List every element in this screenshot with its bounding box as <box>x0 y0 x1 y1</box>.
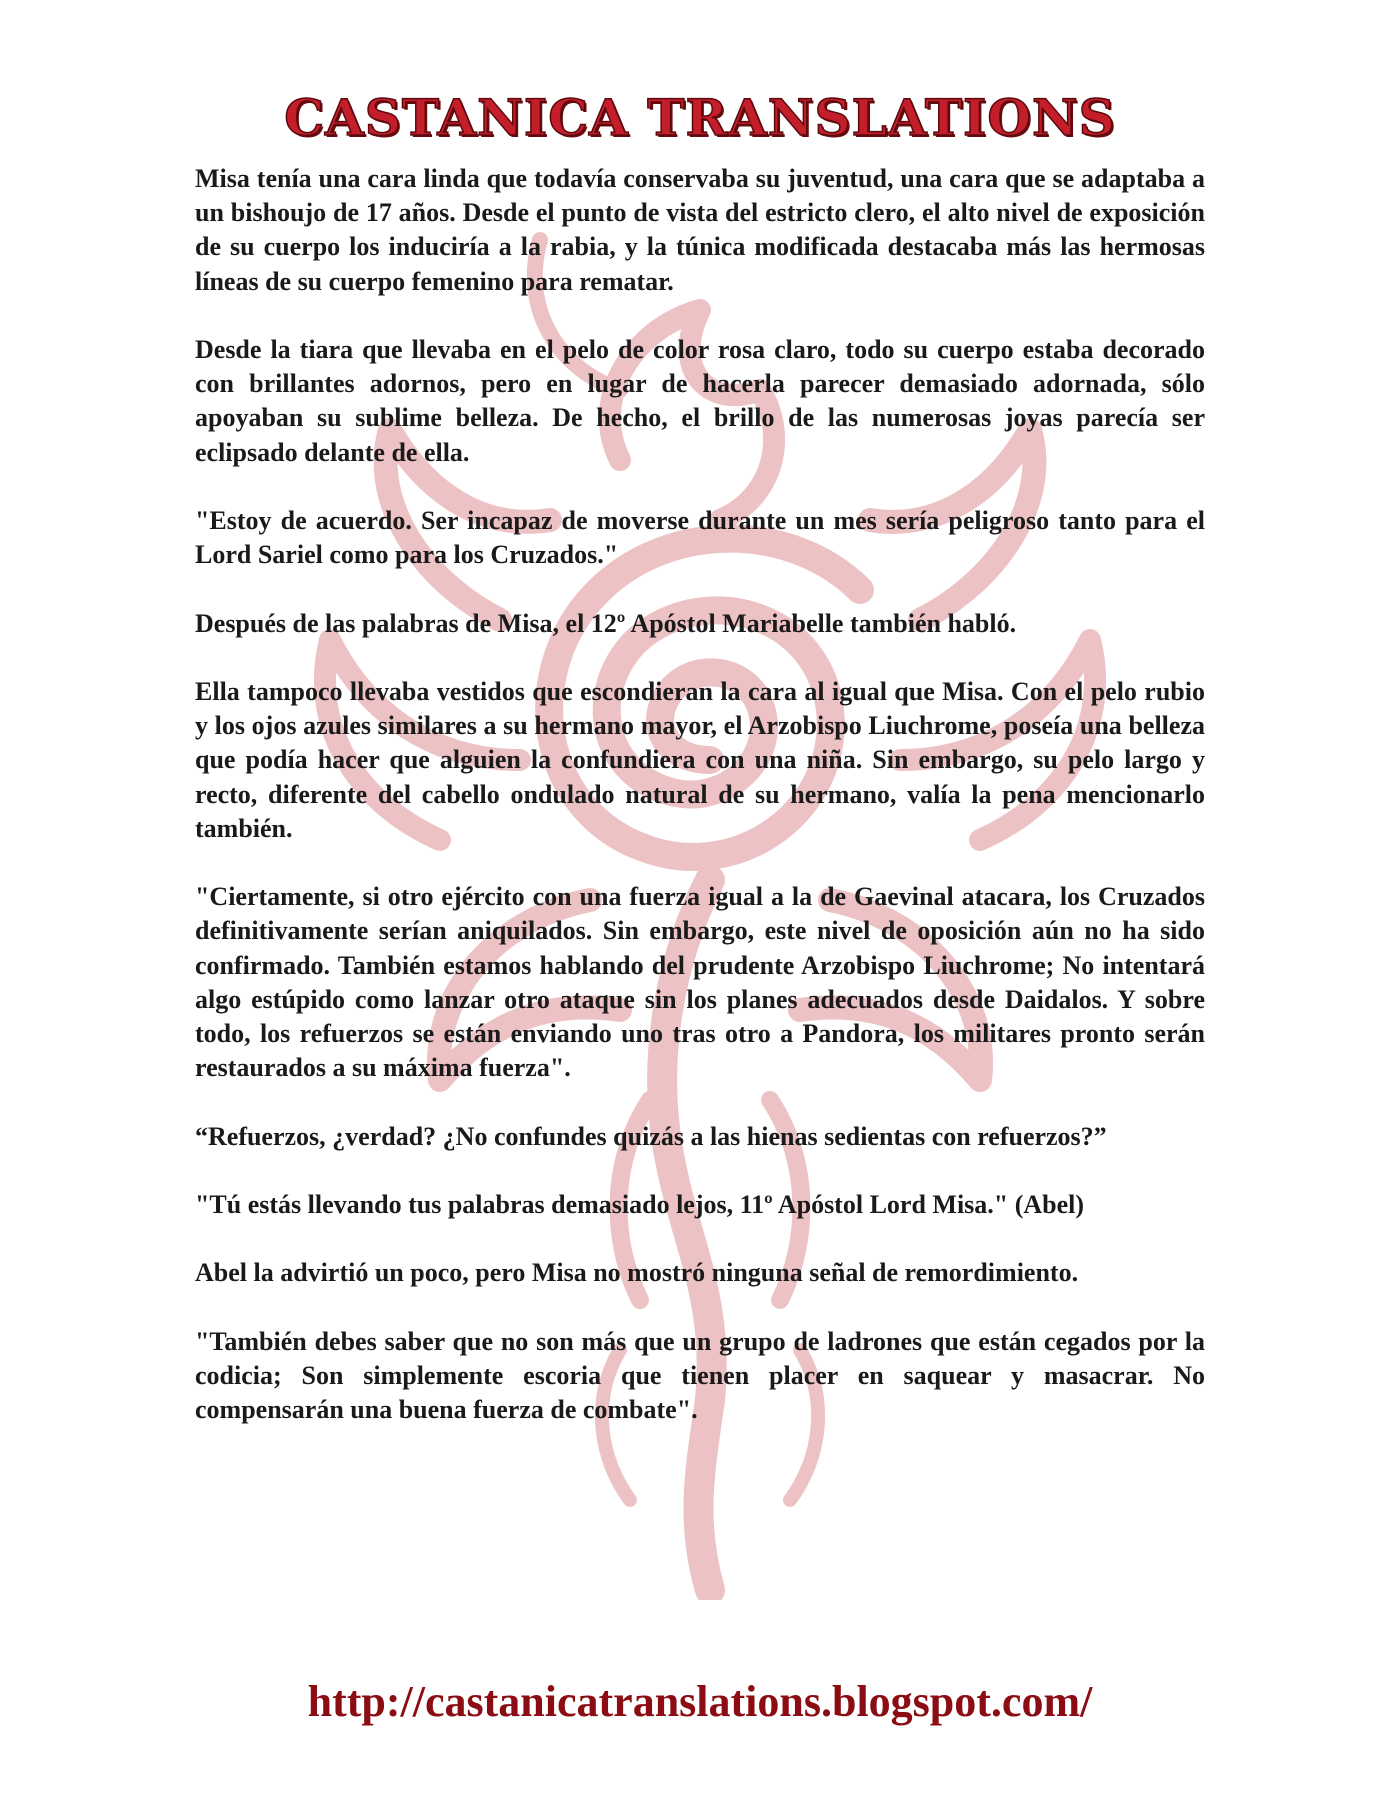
paragraph: Misa tenía una cara linda que todavía conservaba su juventud, una cara que se adaptaba a un bishoujo de 17 años. Desde el punto de vista del estricto clero, el alto nivel de exposición de su cuerpo los induciría a la rabia, y la túnica modificada destacaba más las hermosas líneas de su cuerpo femenino para rematar. <box>195 164 1205 296</box>
chapter-text <box>195 162 1205 1462</box>
paragraph: "También debes saber que no son más que un grupo de ladrones que están cegados por la codicia; Son simplemente escoria que tienen placer en saquear y masacrar. No compensarán una buena fuerza de combate". <box>195 1326 1205 1425</box>
paragraph: "Tú estás llevando tus palabras demasiado lejos, 11º Apóstol Lord Misa." (Abel) <box>195 1189 1085 1219</box>
site-title: CASTANICA TRANSLATIONS <box>284 88 1116 147</box>
paragraph: "Ciertamente, si otro ejército con una fuerza igual a la de Gaevinal atacara, los Cruzados definitivamente serían aniquilados. Sin embargo, este nivel de oposición aún no ha sido confirmado. También estamos hablando del prudente Arzobispo Liuchrome; No intentará algo estúpido como lanzar otro ataque sin los planes adecuados desde Daidalos. Y sobre todo, los refuerzos se están enviando uno tras otro a Pandora, los militares pronto serán restaurados a su máxima fuerza". <box>195 882 1205 1083</box>
blog-url-link[interactable]: http://castanicatranslations.blogspot.com/ <box>307 1677 1093 1726</box>
paragraph: Ella tampoco llevaba vestidos que escondieran la cara al igual que Misa. Con el pelo rubio y los ojos azules similares a su hermano mayor, el Arzobispo Liuchrome, poseía una belleza que podía hacer que alguien la confundiera con una niña. Sin embargo, su pelo largo y recto, diferente del cabello ondulado natural de su hermano, valía la pena mencionarlo también. <box>195 676 1205 843</box>
paragraph: "Estoy de acuerdo. Ser incapaz de moverse durante un mes sería peligroso tanto para el Lord Sariel como para los Cruzados." <box>195 506 1205 570</box>
paragraph: Desde la tiara que llevaba en el pelo de color rosa claro, todo su cuerpo estaba decorado con brillantes adornos, pero en lugar de hacerla parecer demasiado adornada, sólo apoyaban su sublime belleza. De hecho, el brillo de las numerosas joyas parecía ser eclipsado delante de ella. <box>195 335 1205 467</box>
paragraph: Después de las palabras de Misa, el 12º Apóstol Mariabelle también habló. <box>195 608 1017 638</box>
paragraph: “Refuerzos, ¿verdad? ¿No confundes quizás a las hienas sedientas con refuerzos?” <box>195 1121 1107 1151</box>
paragraph: Abel la advirtió un poco, pero Misa no mostró ninguna señal de remordimiento. <box>195 1258 1079 1288</box>
